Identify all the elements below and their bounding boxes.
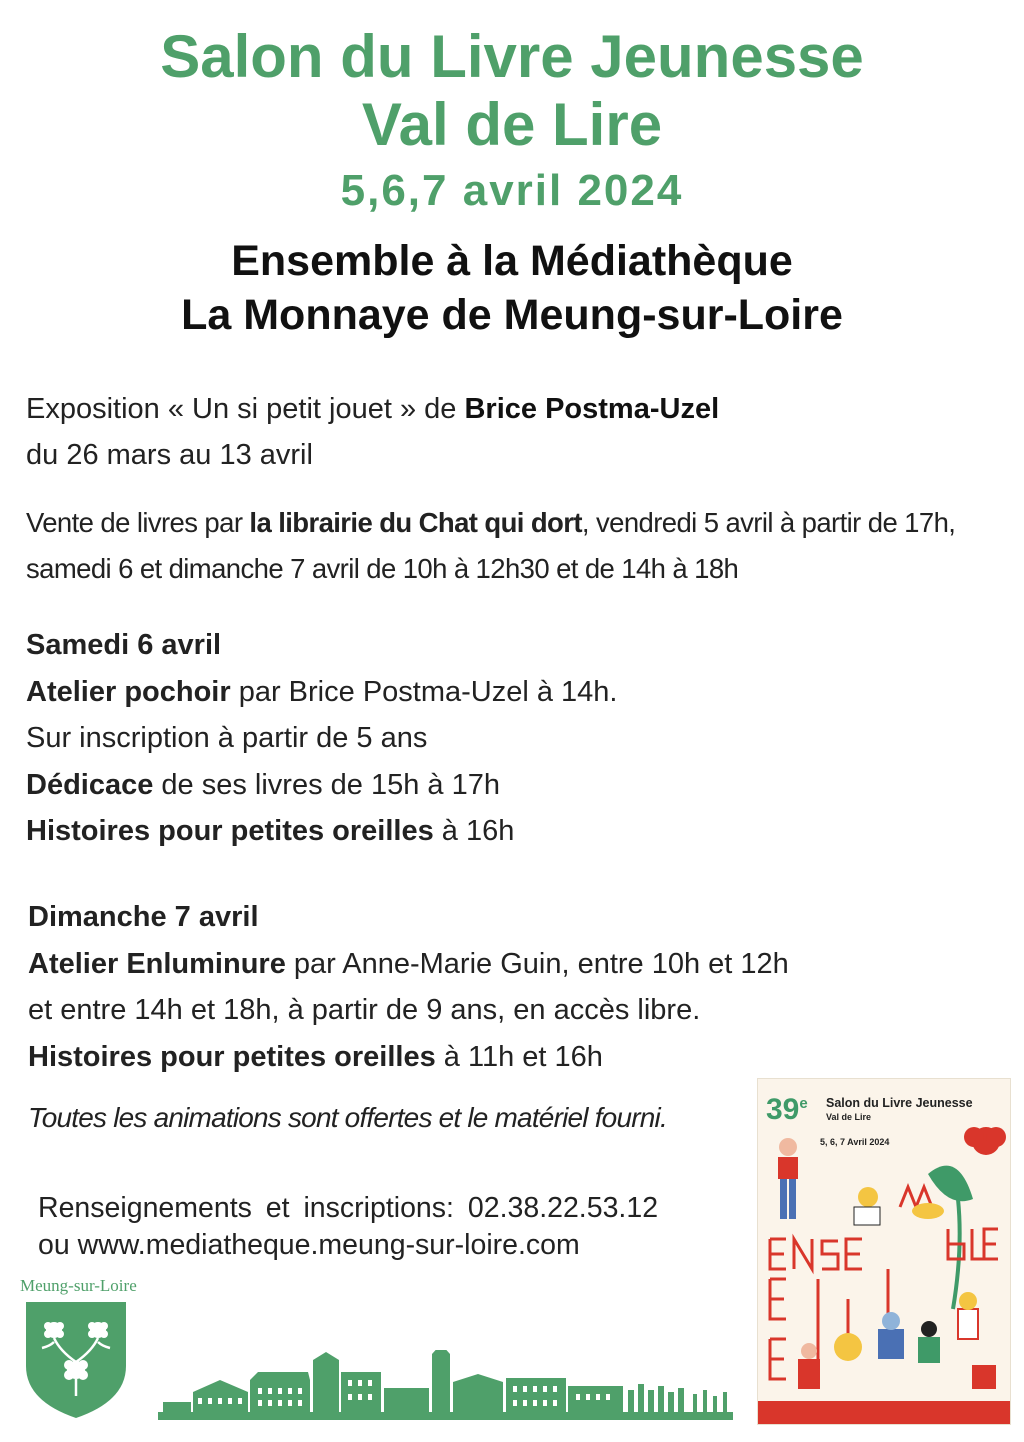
sunday-stories-name: Histoires pour petites oreilles — [28, 1040, 436, 1073]
poster-edition-number: 39 — [766, 1093, 800, 1126]
contact-website[interactable]: ou www.mediatheque.meung-sur-loire.com — [38, 1229, 580, 1261]
sunday-heading: Dimanche 7 avril — [28, 901, 259, 933]
poster-subtitle: Val de Lire — [826, 1112, 872, 1122]
exhibition-period: du 26 mars au 13 avril — [26, 439, 313, 471]
venue-line-1: Ensemble à la Médiathèque — [231, 237, 793, 285]
event-dates: 5,6,7 avril 2024 — [340, 166, 684, 215]
poster-edition-suffix: e — [799, 1095, 808, 1112]
sale-shop: la librairie du Chat qui dort — [249, 507, 582, 538]
saturday-workshop-name: Atelier pochoir — [26, 675, 231, 708]
saturday-heading: Samedi 6 avril — [26, 629, 222, 661]
saturday-program — [26, 622, 617, 855]
saturday-stories-name: Histoires pour petites oreilles — [26, 815, 434, 847]
saturday-stories-details: à 16h — [433, 815, 515, 847]
sunday-stories-details: à 11h et 16h — [435, 1040, 603, 1073]
book-sale-info — [26, 500, 1001, 592]
exhibition-info — [26, 386, 719, 478]
sunday-workshop-details-2: et entre 14h et 18h, à partir de 9 ans, en accès libre. — [28, 994, 701, 1026]
town-crest — [20, 1276, 137, 1426]
town-skyline-illustration — [158, 1350, 733, 1422]
venue — [0, 234, 1024, 342]
event-poster — [757, 1078, 1011, 1425]
saturday-registration: Sur inscription à partir de 5 ans — [26, 722, 428, 754]
contact-info — [38, 1190, 658, 1264]
exhibition-line — [26, 386, 719, 432]
sunday-workshop-name: Atelier Enluminure — [28, 947, 286, 980]
poster-dates: 5, 6, 7 Avril 2024 — [820, 1137, 890, 1147]
free-activities-note: Toutes les animations sont offertes et le matériel fourni. — [28, 1102, 667, 1133]
contact-phone: Renseignements et inscriptions: 02.38.22.53.12 — [38, 1192, 659, 1224]
exhibition-artist: Brice Postma-Uzel — [464, 393, 720, 425]
saturday-signing-name: Dédicace — [26, 768, 154, 801]
crest-shield-icon — [20, 1296, 132, 1421]
sunday-program — [28, 894, 789, 1080]
venue-line-2: La Monnaye de Meung-sur-Loire — [181, 291, 843, 339]
sunday-workshop-details: par Anne-Marie Guin, entre 10h et 12h — [285, 947, 789, 980]
exhibition-prefix: Exposition « Un si petit jouet » de — [26, 393, 465, 425]
title-line-2: Val de Lire — [361, 91, 663, 158]
sale-details: , vendredi 5 avril à partir de 17h, samedi 6 et dimanche 7 avril de 10h à 12h30 et de 14h à 18h — [26, 507, 956, 584]
title-line-1: Salon du Livre Jeunesse — [160, 23, 864, 90]
crest-town-name: Meung-sur-Loire — [20, 1276, 137, 1295]
sale-prefix: Vente de livres par — [26, 507, 250, 538]
poster-title: Salon du Livre Jeunesse — [826, 1096, 973, 1110]
saturday-signing-details: de ses livres de 15h à 17h — [153, 768, 500, 801]
saturday-workshop-details: par Brice Postma-Uzel à 14h. — [230, 675, 618, 708]
poster-illustration — [758, 1079, 1010, 1424]
